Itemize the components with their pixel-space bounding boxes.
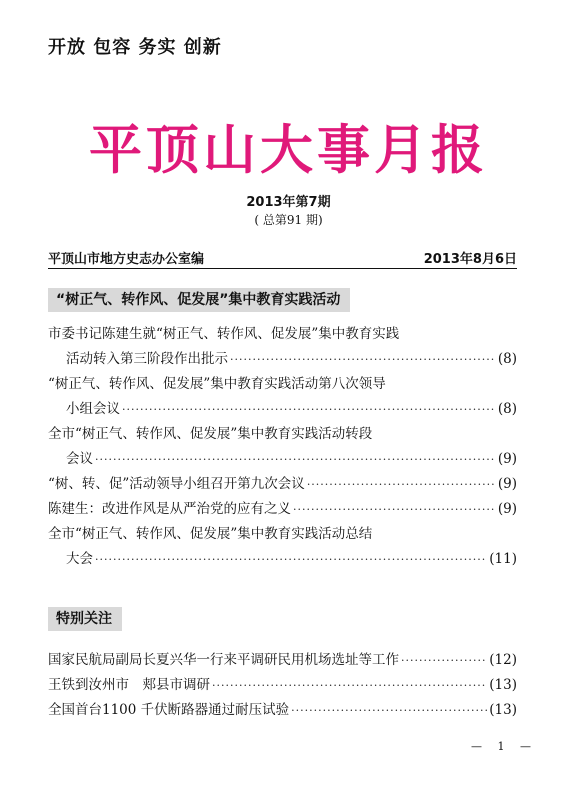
toc-page-number: (11) (489, 551, 517, 567)
toc-page-number: (9) (497, 501, 517, 517)
leader-dots (293, 503, 496, 516)
toc-page-number: (13) (489, 677, 517, 693)
toc-entry-title: 全国首台1100 千伏断路器通过耐压试验 (48, 702, 290, 718)
leader-dots (122, 403, 496, 416)
toc-entry[interactable] (48, 497, 517, 522)
toc-entry[interactable] (48, 648, 517, 673)
toc-entry-title-cont: 活动转入第三阶段作出批示 (66, 351, 228, 367)
toc-entry-title: “树正气、转作风、促发展”集中教育实践活动第八次领导 (48, 376, 386, 392)
toc-entry-continuation[interactable] (48, 347, 517, 372)
toc-entry-title-cont: 大会 (66, 551, 93, 567)
toc-entry[interactable] (48, 372, 517, 397)
toc-page-number: (9) (497, 476, 517, 492)
leader-dots (212, 679, 487, 692)
leader-dots (95, 553, 487, 566)
toc-entry[interactable] (48, 698, 517, 723)
toc-entry[interactable] (48, 322, 517, 347)
toc-entry-title: 市委书记陈建生就“树正气、转作风、促发展”集中教育实践 (48, 326, 400, 342)
page-title: 平顶山大事月报 (89, 119, 488, 181)
total-issue-number: ( 总第91 期) (254, 213, 323, 227)
leader-dots (95, 453, 496, 466)
toc-entry-title-cont: 会议 (66, 451, 93, 467)
toc-entry-title: “树、转、促”活动领导小组召开第九次会议 (48, 476, 305, 492)
toc-entry[interactable] (48, 522, 517, 547)
toc-entry[interactable] (48, 422, 517, 447)
toc-page-number: (12) (489, 652, 517, 668)
toc-entry-continuation[interactable] (48, 447, 517, 472)
leader-dots (230, 353, 496, 366)
toc-entry-continuation[interactable] (48, 547, 517, 572)
toc-page-number: (8) (497, 401, 517, 417)
toc-entry-title: 国家民航局副局长夏兴华一行来平调研民用机场选址等工作 (48, 652, 399, 668)
toc-entry-continuation[interactable] (48, 397, 517, 422)
toc-entry[interactable] (48, 673, 517, 698)
leader-dots (291, 704, 487, 717)
toc-section-2 (48, 648, 517, 723)
issue-number: 2013年第7期 (246, 195, 331, 210)
editor-credit: 平顶山市地方史志办公室编 (48, 252, 205, 267)
toc-page-number: (8) (497, 351, 517, 367)
section-heading: 特别关注 (48, 607, 122, 631)
header-divider (48, 268, 517, 269)
leader-dots (401, 654, 487, 667)
toc-page-number: (9) (497, 451, 517, 467)
toc-entry-title: 陈建生：改进作风是从严治党的应有之义 (48, 501, 291, 517)
page-number: — 1 — (471, 740, 537, 753)
publication-date: 2013年8月6日 (423, 252, 517, 267)
toc-entry-title-cont: 小组会议 (66, 401, 120, 417)
slogan: 开放 包容 务实 创新 (48, 37, 222, 58)
section-heading: “树正气、转作风、促发展”集中教育实践活动 (48, 288, 350, 312)
toc-entry-title: 全市“树正气、转作风、促发展”集中教育实践活动总结 (48, 526, 373, 542)
toc-entry-title: 王铁到汝州市 郏县市调研 (48, 677, 210, 693)
toc-section-1 (48, 322, 517, 572)
toc-page-number: (13) (489, 702, 517, 718)
toc-entry[interactable] (48, 472, 517, 497)
toc-entry-title: 全市“树正气、转作风、促发展”集中教育实践活动转段 (48, 426, 373, 442)
leader-dots (307, 478, 496, 491)
